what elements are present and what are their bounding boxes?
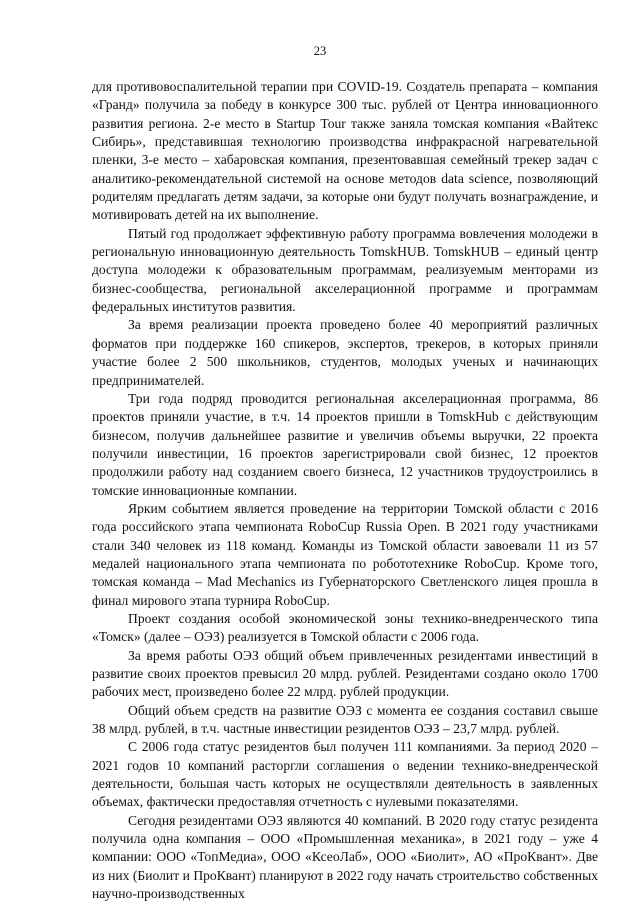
paragraph-sez-residents-current: Сегодня резидентами ОЭЗ являются 40 компаний. В 2020 году статус резидента получила одна компания – ООО «Промышленная механика», в 2021 году – уже 4 компании: ООО «ТопМедиа», ООО «КсеоЛаб», ООО «Биолит», АО «ПроКвант». Две из них (Биолит и ПроКвант) планируют в 2022 году начать строительство собственных научно-производственных: [92, 812, 598, 902]
paragraph-tomskhub: Пятый год продолжает эффективную работу программа вовлечения молодежи в региональную инновационную деятельность TomskHUB. TomskHUB – единый центр доступа молодежи к образовательным программам, реализуемым менторами из бизнес-сообщества, региональной акселерационной программе и программам федеральных институтов развития.: [92, 225, 598, 315]
paragraph-sez-intro: Проект создания особой экономической зоны технико-внедренческого типа «Томск» (далее – ОЭЗ) реализуется в Томской области с 2006 года.: [92, 610, 598, 645]
paragraph-sez-investments: За время работы ОЭЗ общий объем привлеченных резидентами инвестиций в развитие своих проектов превысил 20 млрд. рублей. Резидентами создано около 1700 рабочих мест, произведено более 22 млрд. рублей продукции.: [92, 647, 598, 700]
page-number: 23: [313, 44, 327, 58]
paragraph-sez-residents-history: С 2006 года статус резидентов был получен 111 компаниями. За период 2020 – 2021 годов 10 компаний расторгли соглашения о ведении технико-внедренческой деятельности, большая часть которых не осуществляли деятельность в заявленных объемах, фактически предоставляя отчетность с нулевыми показателями.: [92, 739, 598, 810]
paragraph-robocup: Ярким событием является проведение на территории Томской области с 2016 года российского этапа чемпионата RoboCup Russia Open. В 2021 году участниками стали 340 человек из 118 команд. Команды из Томской области завоевали 11 из 57 медалей национального этапа чемпионата по робототехнике RoboCup. Кроме того, томская команда – Mad Mechanics из Губернаторского Светленского лицея прошла в финал мирового этапа турнира RoboCup.: [92, 500, 598, 608]
paragraph-accelerator: Три года подряд проводится региональная акселерационная программа, 86 проектов приняли участие, в т.ч. 14 проектов пришли в TomskHub с действующим бизнесом, получив дальнейшее развитие и увеличив объемы выручки, 22 проекта получили инвестиции, 16 проектов зарегистрировали свой бизнес, 12 проектов продолжили работу над созданием своего бизнеса, 12 участников трудоустроились в томские инновационные компании.: [92, 390, 598, 498]
paragraph-sez-funding: Общий объем средств на развитие ОЭЗ с момента ее создания составил свыше 38 млрд. рублей, в т.ч. частные инвестиции резидентов ОЭЗ – 23,7 млрд. рублей.: [92, 702, 598, 737]
paragraph-tomskhub-events: За время реализации проекта проведено более 40 мероприятий различных форматов при поддержке 160 спикеров, экспертов, трекеров, в которых приняли участие более 2 500 школьников, студентов, молодых ученых и начинающих предпринимателей.: [92, 317, 598, 388]
document-body: [92, 78, 598, 903]
paragraph-covid-startup-tour: для противовоспалительной терапии при COVID-19. Создатель препарата – компания «Гранд» получила за победу в конкурсе 300 тыс. рублей от Центра инновационного развития региона. 2-е место в Startup Tour также заняла томская компания «Вайтекс Сибирь», представившая технологию производства инфракрасной нагревательной пленки, 3-е место – хабаровская компания, презентовавшая семейный трекер задач с аналитико-рекомендательной системой на основе методов data science, позволяющий родителям предлагать детям задачи, за которые они будут получать вознаграждение, и мотивировать детей на их выполнение.: [92, 79, 598, 223]
